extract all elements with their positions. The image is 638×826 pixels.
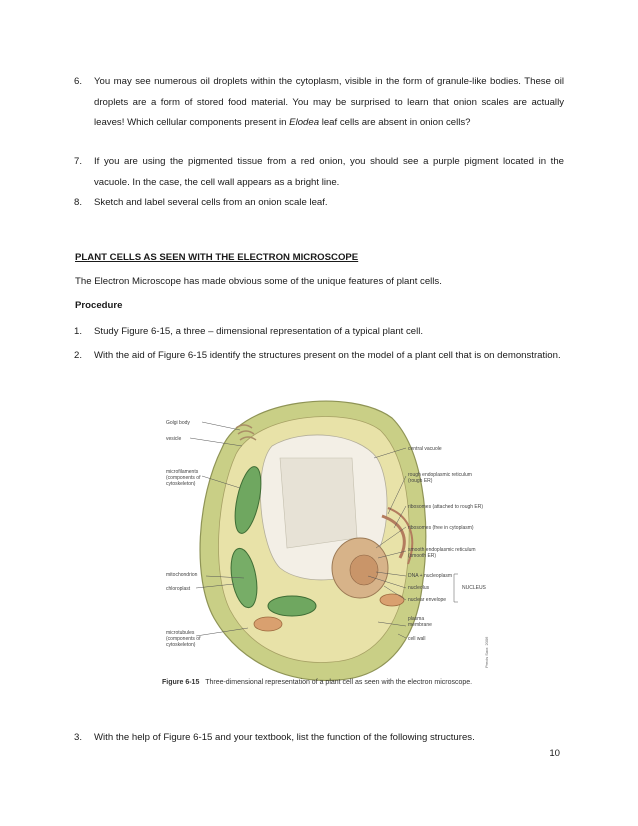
label-golgi: Golgi body [166, 420, 190, 426]
list-item-7 [74, 152, 564, 193]
label-ribosomes-attached: ribosomes (attached to rough ER) [408, 504, 484, 510]
label-membrane: membrane [408, 622, 432, 628]
item-number: 1. [74, 326, 83, 337]
label-rough-er: rough endoplasmic reticulum [408, 472, 472, 478]
label-central-vacuole: central vacuole [408, 446, 442, 452]
figure-caption [162, 679, 472, 686]
label-mitochondrion: mitochondrion [166, 572, 198, 578]
label-microfilaments-3: cytoskeleton) [166, 481, 196, 487]
item-text: If you are using the pigmented tissue from a red onion, you should see a purple pigment located in the vacuole. In the case, the cell wall appears as a bright line. [94, 156, 564, 188]
label-vesicle: vesicle [166, 436, 182, 442]
label-smooth-er: smooth endoplasmic reticulum [408, 547, 476, 553]
procedure-item-1 [74, 322, 564, 343]
label-microtubules: microtubules [166, 630, 195, 636]
label-plasma: plasma [408, 616, 425, 622]
item-number: 2. [74, 350, 83, 361]
item-text: leaf cells are absent in onion cells? [319, 117, 471, 128]
label-microfilaments: microfilaments [166, 469, 199, 475]
procedure-item-2 [74, 346, 564, 367]
item-number: 3. [74, 732, 83, 743]
figure-caption-text: Three-dimensional representation of a plant cell as seen with the electron microscope. [205, 679, 473, 686]
label-nuclear-envelope: nuclear envelope [408, 597, 447, 603]
label-dna: DNA + nucleoplasm [408, 573, 453, 579]
item-text: Study Figure 6-15, a three – dimensional representation of a typical plant cell. [94, 326, 424, 337]
figure-caption-label: Figure 6-15 [162, 679, 200, 686]
plant-cell-figure [152, 388, 501, 692]
figure-credit: Precis Sacr. 2006 [484, 636, 489, 668]
item-number: 6. [74, 76, 83, 87]
page-number: 10 [549, 748, 560, 759]
label-microfilaments-2: (components of [166, 475, 201, 481]
label-chloroplast: chloroplast [166, 586, 191, 592]
item-text: With the help of Figure 6-15 and your textbook, list the function of the following structures. [94, 732, 475, 743]
label-ribosomes-free: ribosomes (free in cytoplasm) [408, 525, 474, 531]
label-microtubules-2: (components of [166, 636, 201, 642]
label-nucleus: NUCLEUS [462, 585, 486, 591]
label-microtubules-3: cytoskeleton) [166, 642, 196, 648]
item-text-italic: Elodea [289, 117, 320, 128]
label-nucleolus: nucleolus [408, 585, 430, 591]
procedure-label: Procedure [75, 300, 123, 311]
label-rough-er-2: (rough ER) [408, 478, 433, 484]
label-smooth-er-2: (smooth ER) [408, 553, 437, 559]
item-number: 7. [74, 156, 83, 167]
item-text: With the aid of Figure 6-15 identify the structures present on the model of a plant cell that is on demonstration. [94, 350, 561, 361]
item-text: You may see numerous oil droplets within the cytoplasm, visible in the form of granule-like bodies. These oil droplets are a form of stored food material. You may be surprised to learn that onion scales are actually leaves! Which cellular components present in [94, 76, 564, 128]
list-item-6 [74, 72, 564, 134]
list-item-3 [74, 728, 564, 749]
plant-cell-illustration [152, 388, 501, 692]
item-text: Sketch and label several cells from an onion scale leaf. [94, 197, 328, 208]
item-number: 8. [74, 197, 83, 208]
list-item-8 [74, 193, 564, 214]
section-intro: The Electron Microscope has made obvious some of the unique features of plant cells. [75, 276, 442, 287]
section-heading: PLANT CELLS AS SEEN WITH THE ELECTRON MICROSCOPE [75, 252, 359, 263]
label-cell-wall: cell wall [408, 636, 426, 642]
